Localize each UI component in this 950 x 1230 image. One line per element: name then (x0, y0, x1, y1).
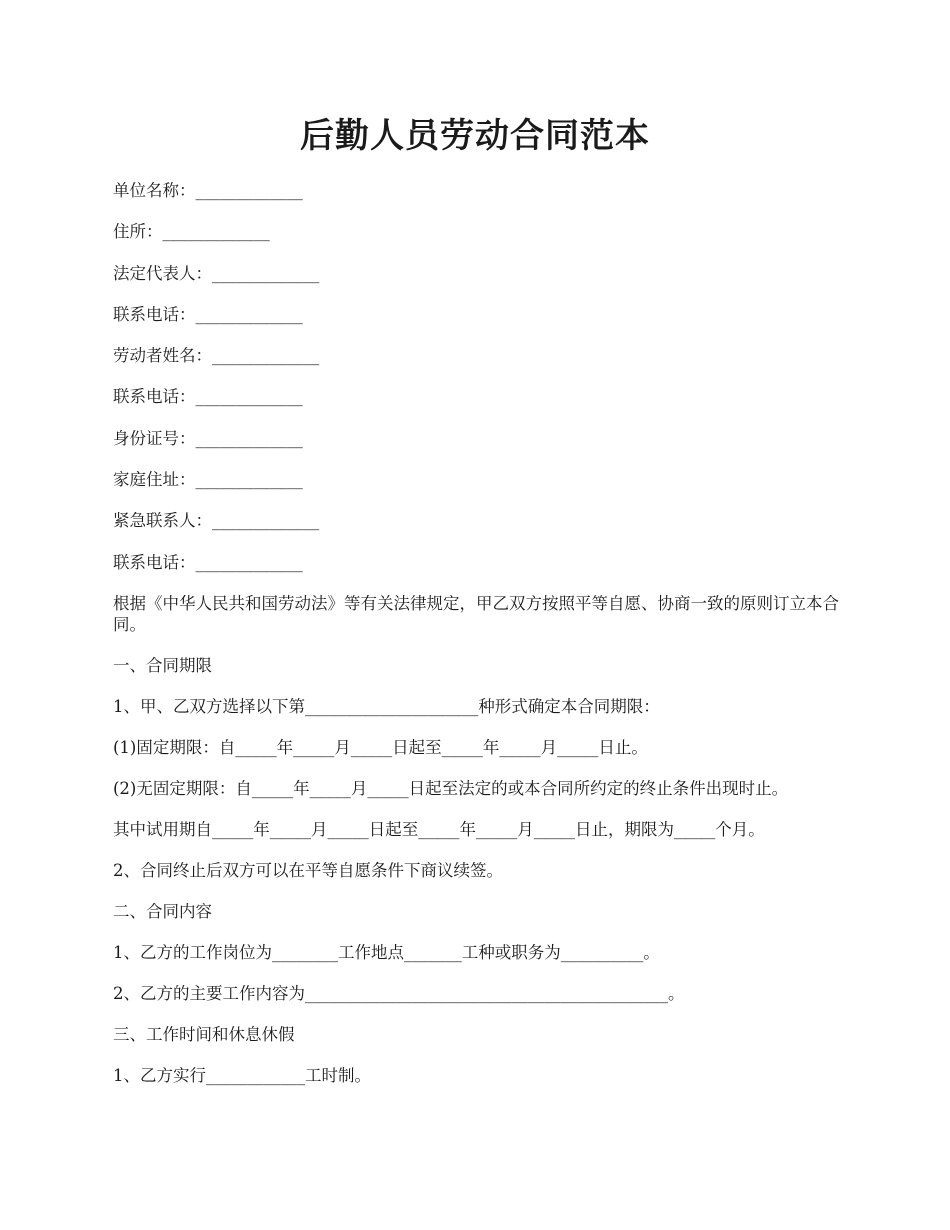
field-home-address: 家庭住址：_____________ (113, 470, 303, 490)
document-body (113, 180, 840, 1106)
field-id-number: 身份证号：_____________ (113, 428, 303, 448)
field-company-phone: 联系电话：_____________ (113, 304, 303, 324)
paragraph-job-position: 1、乙方的工作岗位为________工作地点_______工种或职务为__________。 (113, 942, 660, 962)
field-worker-name: 劳动者姓名：_____________ (113, 346, 320, 366)
field-emergency-phone: 联系电话：_____________ (113, 552, 303, 572)
field-worker-phone: 联系电话：_____________ (113, 387, 303, 407)
field-company-name: 单位名称：_____________ (113, 181, 303, 200)
paragraph-fixed-term: (1)固定期限：自_____年_____月_____日起至_____年_____月_____日止。 (113, 737, 648, 757)
field-company-address: 住所：_____________ (113, 222, 270, 242)
paragraph-preamble: 根据《中华人民共和国劳动法》等有关法律规定，甲乙双方按照平等自愿、协商一致的原则订立本合同。 (113, 593, 839, 634)
field-emergency-contact: 紧急联系人：_____________ (113, 511, 320, 531)
section-heading-work-hours: 三、工作时间和休息休假 (113, 1024, 295, 1044)
paragraph-renewal: 2、合同终止后双方可以在平等自愿条件下商议续签。 (113, 860, 503, 880)
paragraph-job-duties: 2、乙方的主要工作内容为____________________________________________。 (113, 983, 685, 1003)
paragraph-probation: 其中试用期自_____年_____月_____日起至_____年_____月_____日止，期限为_____个月。 (113, 819, 765, 839)
section-heading-contract-term: 一、合同期限 (113, 655, 212, 675)
field-legal-representative: 法定代表人：_____________ (113, 263, 320, 283)
section-heading-contract-content: 二、合同内容 (113, 901, 212, 921)
paragraph-term-choice: 1、甲、乙双方选择以下第_____________________种形式确定本合同期限： (113, 696, 660, 716)
document-title: 后勤人员劳动合同范本 (300, 116, 650, 156)
paragraph-open-term: (2)无固定期限：自_____年_____月_____日起至法定的或本合同所约定的终止条件出现时止。 (113, 778, 789, 798)
paragraph-hour-system: 1、乙方实行____________工时制。 (113, 1065, 371, 1085)
